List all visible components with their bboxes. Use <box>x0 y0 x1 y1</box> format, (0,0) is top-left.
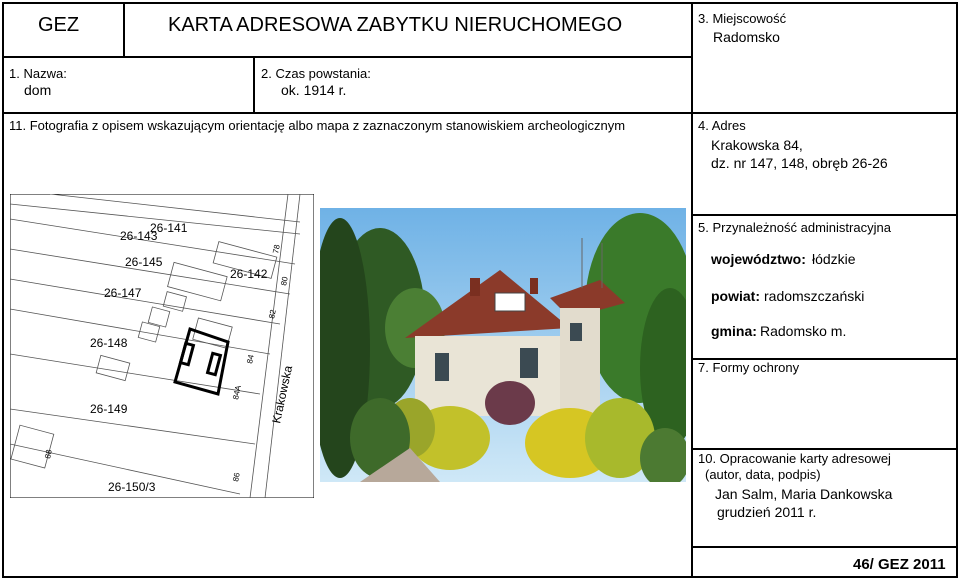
parcel-label: 26-141 <box>150 221 188 235</box>
admin-label: 5. Przynależność administracyjna <box>698 220 891 235</box>
wojewodztwo-label: województwo: <box>711 251 806 267</box>
house-number: 82 <box>267 308 278 320</box>
house-number: 84 <box>245 353 256 365</box>
house-number: 84A <box>231 384 243 401</box>
adres-line2: dz. nr 147, 148, obręb 26-26 <box>711 155 888 171</box>
photo-drawing <box>320 208 686 482</box>
street-label: Krakowska <box>269 364 296 425</box>
parcel-label: 26-147 <box>104 286 142 300</box>
miejscowosc-value: Radomsko <box>713 29 780 45</box>
adres-line1: Krakowska 84, <box>711 137 803 153</box>
gmina-value: Radomsko m. <box>760 323 847 339</box>
opracowanie-label: 10. Opracowanie karty adresowej <box>698 451 891 466</box>
czas-label: 2. Czas powstania: <box>261 66 371 81</box>
ochrona-label: 7. Formy ochrony <box>698 360 800 375</box>
miejscowosc-label: 3. Miejscowość <box>698 11 787 26</box>
parcel-label: 26-143 <box>120 229 158 243</box>
nazwa-label: 1. Nazwa: <box>9 66 67 81</box>
house-number: 88 <box>43 448 54 460</box>
cadastral-map <box>10 194 314 498</box>
parcel-label: 26-145 <box>125 255 163 269</box>
house-number: 80 <box>279 275 290 287</box>
czas-value: ok. 1914 r. <box>281 82 347 98</box>
parcel-label: 26-149 <box>90 402 128 416</box>
parcel-label: 26-142 <box>230 267 268 281</box>
foto-label: 11. Fotografia z opisem wskazującym orientację albo mapa z zaznaczonym stanowiskiem archeologicznym <box>9 118 626 133</box>
header-code: GEZ <box>38 14 80 36</box>
data: grudzień 2011 r. <box>717 504 817 520</box>
house-number: 86 <box>231 471 242 483</box>
powiat-value: radomszczański <box>764 288 865 304</box>
card-number: 46/ GEZ 2011 <box>853 556 946 573</box>
adres-label: 4. Adres <box>698 118 746 133</box>
opracowanie-sub: (autor, data, podpis) <box>705 467 821 482</box>
wojewodztwo-value: łódzkie <box>812 251 856 267</box>
parcel-label: 26-150/3 <box>108 480 156 494</box>
nazwa-value: dom <box>24 82 52 98</box>
parcel-label: 26-148 <box>90 336 128 350</box>
house-number: 78 <box>271 243 282 255</box>
autorzy: Jan Salm, Maria Dankowska <box>715 486 893 502</box>
powiat-label: powiat: <box>711 288 760 304</box>
map-drawing <box>10 194 314 498</box>
gmina-label: gmina: <box>711 323 757 339</box>
house-photo <box>320 208 686 482</box>
header-title: KARTA ADRESOWA ZABYTKU NIERUCHOMEGO <box>168 14 623 36</box>
